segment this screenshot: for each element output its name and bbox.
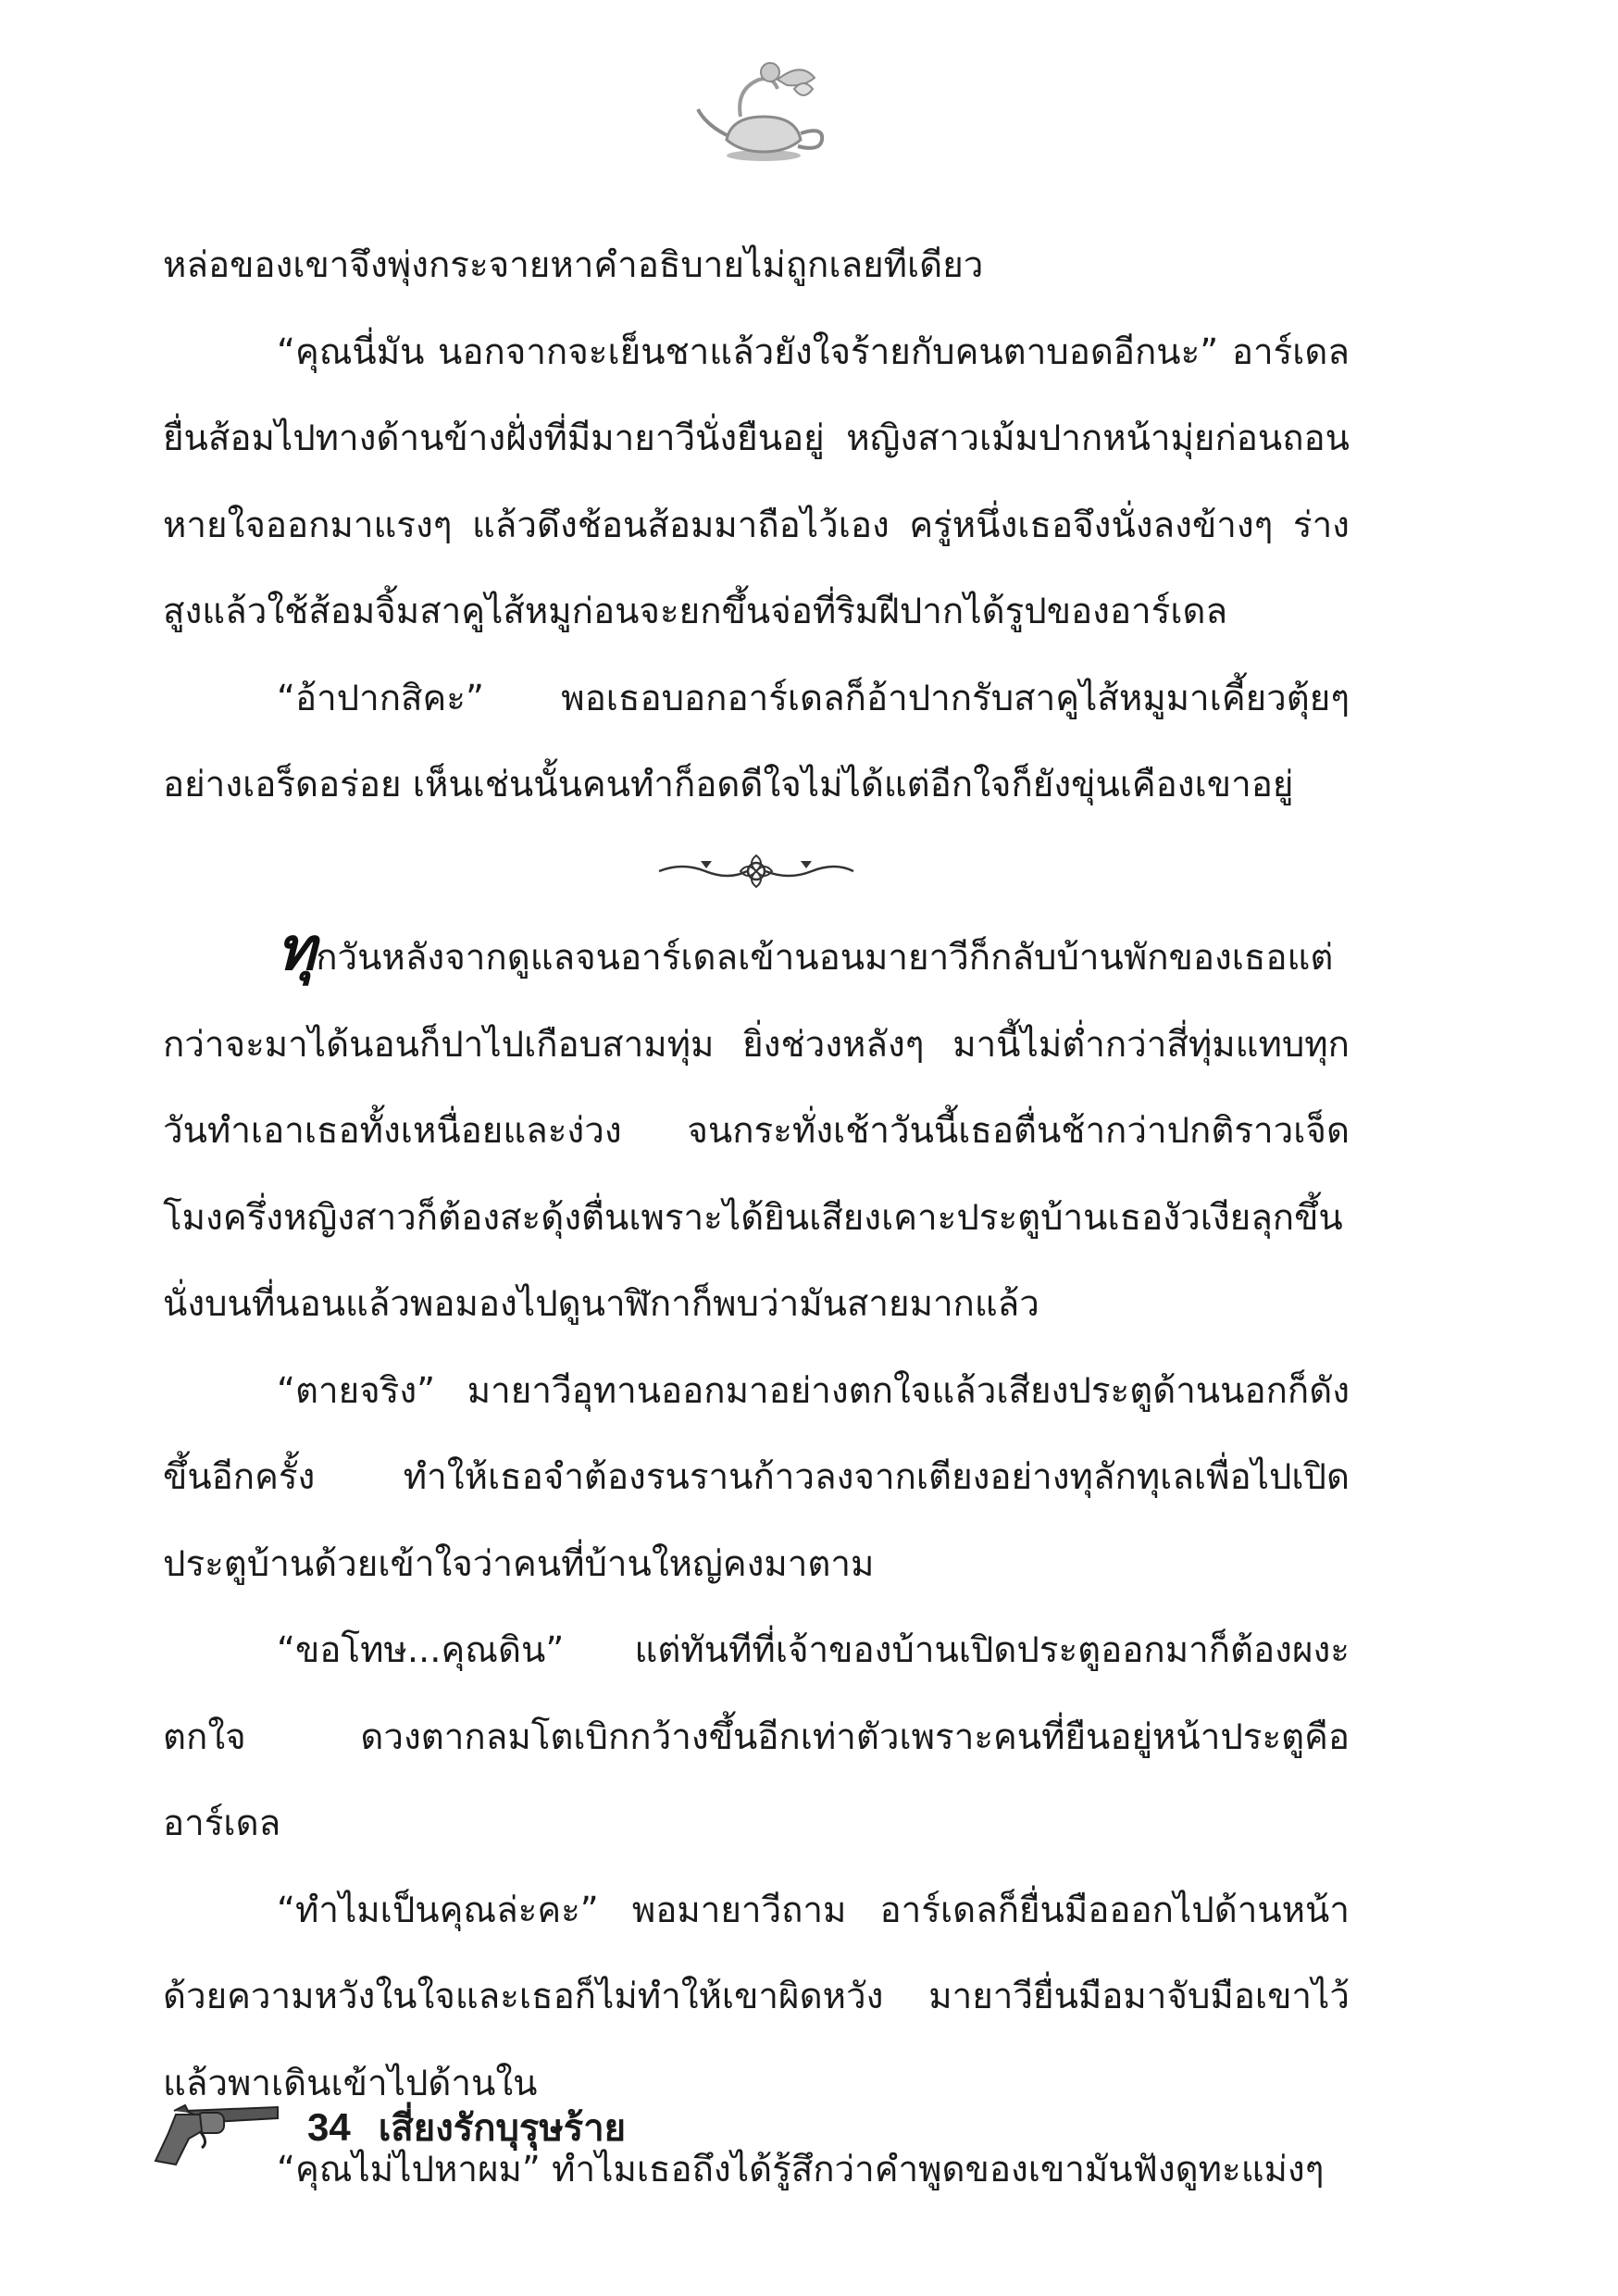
scroll-flourish-icon (650, 848, 863, 894)
dropcap-letter: ทุ (277, 915, 317, 984)
paragraph: “ทำไมเป็นคุณล่ะคะ” พอมายาวีถาม อาร์เดลก็ยื่นมือออกไปด้านหน้าด้วยความหวังในใจและเธอก็ไม่ทำให้เขาผิดหวัง มายาวียื่นมือมาจับมือเขาไว้แล้วพาเดินเข้าไปด้านใน (163, 1889, 1350, 2104)
book-title: เสี่ยงรักบุรุษร้าย (378, 2107, 627, 2150)
body-text (163, 222, 1350, 2214)
page-number: 34 (307, 2105, 351, 2149)
page-footer (148, 2072, 626, 2183)
paragraph: “คุณนี่มัน นอกจากจะเย็นชาแล้วยังใจร้ายกับคนตาบอดอีกนะ” อาร์เดลยื่นส้อมไปทางด้านข้างฝั่งที่มีมายาวีนั่งยืนอยู่ หญิงสาวเม้มปากหน้ามุ่ยก่อนถอนหายใจออกมาแรงๆ แล้วดึงช้อนส้อมมาถือไว้เอง ครู่หนึ่งเธอจึงนั่งลงข้างๆ ร่างสูงแล้วใช้ส้อมจิ้มสาคูไส้หมูก่อนจะยกขึ้นจ่อที่ริมฝีปากได้รูปของอาร์เดล (163, 331, 1350, 632)
paragraph: “คุณไม่ไปหาผม” ทำไมเธอถึงได้รู้สึกว่าคำพูดของเขามันฟังดูทะแม่งๆ (277, 2149, 1325, 2190)
paragraph (163, 915, 1350, 1348)
paragraph: “ขอโทษ...คุณดิน” แต่ทันทีที่เจ้าของบ้านเปิดประตูออกมาก็ต้องผงะตกใจ ดวงตากลมโตเบิกกว้างขึ้นอีกเท่าตัวเพราะคนที่ยืนอยู่หน้าประตูคืออาร์เดล (163, 1629, 1350, 1844)
paragraph: หล่อของเขาจึงพุ่งกระจายหาคำอธิบายไม่ถูกเลยทีเดียว (163, 244, 984, 286)
dropcap-paragraph-text: กวันหลังจากดูแลจนอาร์เดลเข้านอนมายาวีก็กลับบ้านพักของเธอแต่กว่าจะมาได้นอนก็ปาไปเกือบสามทุ่ม ยิ่งช่วงหลังๆ มานี้ไม่ต่ำกว่าสี่ทุ่มแทบทุกวันทำเอาเธอทั้งเหนื่อยและง่วง จนกระทั่งเช้าวันนี้เธอตื่นช้ากว่าปกติราวเจ็ดโมงครึ่งหญิงสาวก็ต้องสะดุ้งตื่นเพราะได้ยินเสียงเคาะประตูบ้านเธองัวเงียลุกขึ้นนั่งบนที่นอนแล้วพอมองไปดูนาฬิกาก็พบว่ามันสายมากแล้ว (163, 937, 1350, 1325)
cupid-teapot-icon (685, 52, 842, 172)
section-divider (163, 829, 1350, 916)
revolver-icon (148, 2083, 287, 2172)
paragraph: “อ้าปากสิคะ” พอเธอบอกอาร์เดลก็อ้าปากรับสาคูไส้หมูมาเคี้ยวตุ้ยๆ อย่างเอร็ดอร่อย เห็นเช่นนั้นคนทำก็อดดีใจไม่ได้แต่อีกใจก็ยังขุ่นเคืองเขาอยู่ (163, 677, 1350, 805)
paragraph: “ตายจริง” มายาวีอุทานออกมาอย่างตกใจแล้วเสียงประตูด้านนอกก็ดังขึ้นอีกครั้ง ทำให้เธอจำต้องรนรานก้าวลงจากเตียงอย่างทุลักทุเลเพื่อไปเปิดประตูบ้านด้วยเข้าใจว่าคนที่บ้านใหญ่คงมาตาม (163, 1369, 1350, 1585)
